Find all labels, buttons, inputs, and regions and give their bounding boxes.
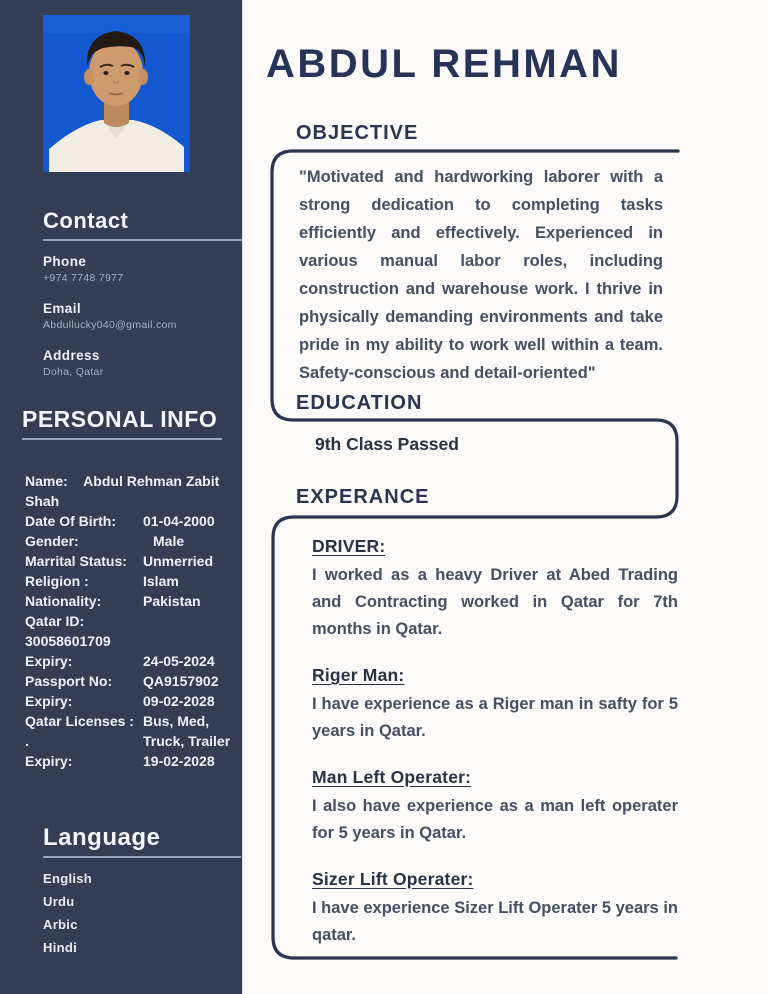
expiry-2-label: Expiry: [25, 693, 73, 709]
nationality-label: Nationality: [25, 593, 102, 609]
licenses-2-label: . [25, 733, 29, 749]
personal-info-row-licenses [25, 711, 237, 731]
personal-info-row-gender [25, 531, 237, 551]
religion-value: Islam [143, 573, 179, 589]
name-value: Abdul Rehman Zabit Shah [25, 473, 220, 509]
experience-description: I also have experience as a man left operater for 5 years in Qatar. [312, 797, 678, 842]
dob-value: 01-04-2000 [143, 513, 215, 529]
contact-list [43, 254, 233, 395]
education-item: 9th Class Passed [315, 434, 459, 454]
qatar-id-label: Qatar ID: [25, 613, 85, 629]
experience-description: I have experience as a Riger man in safty for 5 years in Qatar. [312, 695, 678, 740]
language-item-arbic: Arbic [43, 917, 78, 932]
contact-item-address [43, 348, 233, 378]
experience-role: Riger Man: [312, 665, 405, 685]
personal-info-row-marital [25, 551, 237, 571]
personal-info-row-expiry-2 [25, 691, 237, 711]
qatar-id-value: 30058601709 [25, 633, 111, 649]
marital-value: Unmerried [143, 553, 214, 569]
personal-info-row-qatar-id [25, 611, 237, 651]
passport-value: QA9157902 [143, 673, 219, 689]
experience-role: DRIVER: [312, 536, 386, 556]
passport-label: Passport No: [25, 673, 113, 689]
personal-info-row-nationality [25, 591, 237, 611]
experience-role: Sizer Lift Operater: [312, 869, 474, 889]
objective-text: "Motivated and hardworking laborer with a strong dedication to completing tasks efficiently and effectively. Experienced in various manual labor roles, including construction and warehouse work. I thrive in physically demanding environments and take pride in my ability to work well within a team. Safety-conscious and detail-oriented" [299, 168, 663, 382]
experience-description: I have experience Sizer Lift Operater 5 years in qatar. [312, 899, 678, 944]
portrait-photo-image [43, 15, 190, 172]
address-label: Address [43, 348, 100, 363]
contact-item-email [43, 301, 233, 331]
language-heading: Language [43, 824, 161, 851]
gender-value: Male [153, 533, 185, 549]
language-item-hindi: Hindi [43, 940, 77, 955]
name-label: Name: [25, 473, 68, 489]
personal-info-row-expiry-3 [25, 751, 237, 771]
contact-heading: Contact [43, 208, 129, 233]
expiry-1-label: Expiry: [25, 653, 73, 669]
dob-label: Date Of Birth: [25, 513, 116, 529]
language-item-urdu: Urdu [43, 894, 75, 909]
experience-description: I worked as a heavy Driver at Abed Trading and Contracting worked in Qatar for 7th months in Qatar. [312, 566, 678, 638]
contact-item-phone [43, 254, 233, 284]
experience-entry-riger-man [312, 665, 678, 745]
sidebar [0, 0, 243, 994]
contact-divider [43, 239, 243, 241]
personal-info-list [25, 471, 237, 771]
personal-info-divider [22, 438, 222, 440]
experience-entry-man-left-operater [312, 767, 678, 847]
licenses-2-value: Truck, Trailer [143, 733, 231, 749]
experience-entry-sizer-lift-operater [312, 869, 678, 949]
objective-heading: OBJECTIVE [296, 122, 419, 144]
expiry-3-value: 19-02-2028 [143, 753, 215, 769]
nationality-value: Pakistan [143, 593, 201, 609]
expiry-2-value: 09-02-2028 [143, 693, 215, 709]
experience-role: Man Left Operater: [312, 767, 472, 787]
gender-label: Gender: [25, 533, 79, 549]
licenses-label: Qatar Licenses : [25, 713, 134, 729]
main-column [243, 0, 768, 994]
personal-info-row-expiry-1 [25, 651, 237, 671]
phone-value: +974 7748 7977 [43, 272, 124, 284]
marital-label: Marrital Status: [25, 553, 127, 569]
personal-info-row-licenses-2 [25, 731, 237, 751]
experience-heading: EXPERANCE [296, 486, 430, 508]
expiry-1-value: 24-05-2024 [143, 653, 215, 669]
language-divider [43, 856, 241, 858]
personal-info-heading: PERSONAL INFO [22, 406, 218, 432]
language-list [43, 871, 92, 963]
address-value: Doha, Qatar [43, 366, 104, 378]
phone-label: Phone [43, 254, 87, 269]
expiry-3-label: Expiry: [25, 753, 73, 769]
personal-info-row-religion [25, 571, 237, 591]
email-label: Email [43, 301, 82, 316]
experience-entry-driver [312, 536, 678, 643]
email-value: Abdullucky040@gmail.com [43, 319, 177, 331]
personal-info-row-name [25, 471, 237, 511]
experience-list [312, 536, 678, 971]
licenses-value: Bus, Med, [143, 713, 210, 729]
education-heading: EDUCATION [296, 392, 423, 414]
religion-label: Religion : [25, 573, 89, 589]
personal-info-row-dob [25, 511, 237, 531]
language-item-english: English [43, 871, 93, 886]
page-title: ABDUL REHMAN [266, 42, 622, 86]
personal-info-row-passport [25, 671, 237, 691]
profile-photo [43, 15, 190, 172]
